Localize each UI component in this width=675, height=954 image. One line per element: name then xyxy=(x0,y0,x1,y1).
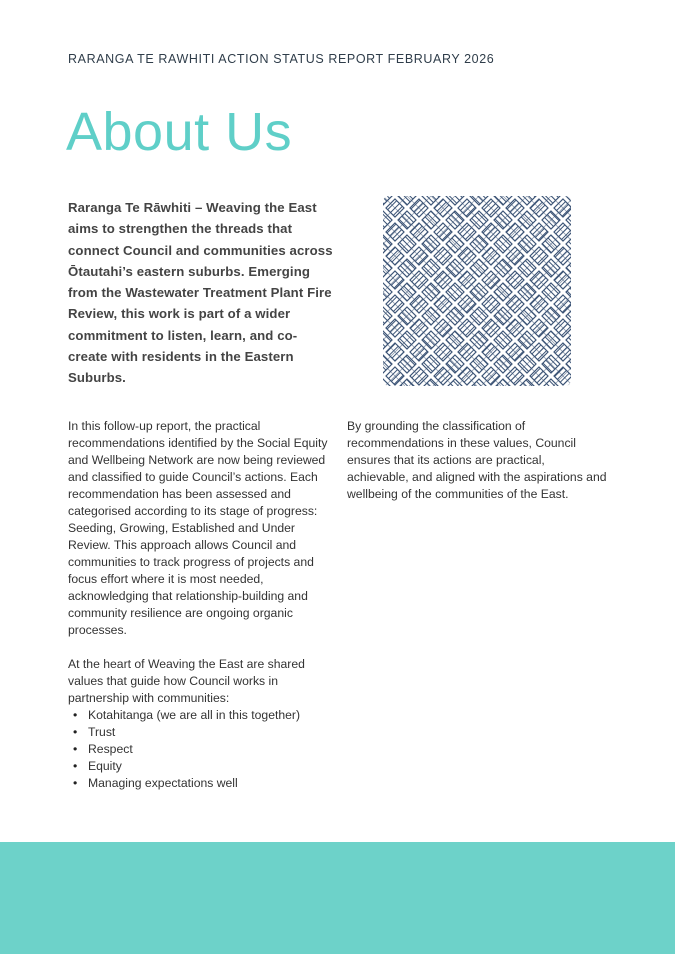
values-list-item: • Kotahitanga (we are all in this together) xyxy=(88,707,336,724)
values-intro-paragraph: At the heart of Weaving the East are shared values that guide how Council works in partnership with communities: xyxy=(68,657,305,705)
page-title: About Us xyxy=(66,102,293,162)
values-list-item: • Equity xyxy=(88,758,336,775)
body-paragraph: By grounding the classification of recommendations in these values, Council ensures that its actions are practical, achievable, and aligned with the aspirations and wellbeing of the communities of the East. xyxy=(347,419,607,501)
body-left-column xyxy=(68,418,336,792)
report-header: RARANGA TE RAWHITI ACTION STATUS REPORT FEBRUARY 2026 xyxy=(68,52,495,66)
values-list-item: • Trust xyxy=(88,724,336,741)
intro-paragraph: Raranga Te Rāwhiti – Weaving the East aims to strengthen the threads that connect Council and communities across Ōtautahi’s eastern suburbs. Emerging from the Wastewater Treatment Plant Fire Review, this work is part of a wider commitment to listen, learn, and co-create with residents in the Eastern Suburbs. xyxy=(68,200,333,386)
body-paragraph: In this follow-up report, the practical recommendations identified by the Social Equity and Wellbeing Network are now being reviewed and classified to guide Council’s actions. Each recommendation has been assessed and categorised according to its stage of progress: Seeding, Growing, Established and Under Review. This approach allows Council and communities to track progress of projects and focus effort where it is most needed, acknowledging that relationship-building and community resilience are ongoing organic processes. xyxy=(68,419,328,637)
values-list-item: • Respect xyxy=(88,741,336,758)
body-right-column xyxy=(347,418,609,503)
footer-band xyxy=(0,842,675,954)
values-list-item: • Managing expectations well xyxy=(88,775,336,792)
values-list xyxy=(68,707,336,792)
weave-pattern-icon xyxy=(383,196,571,386)
